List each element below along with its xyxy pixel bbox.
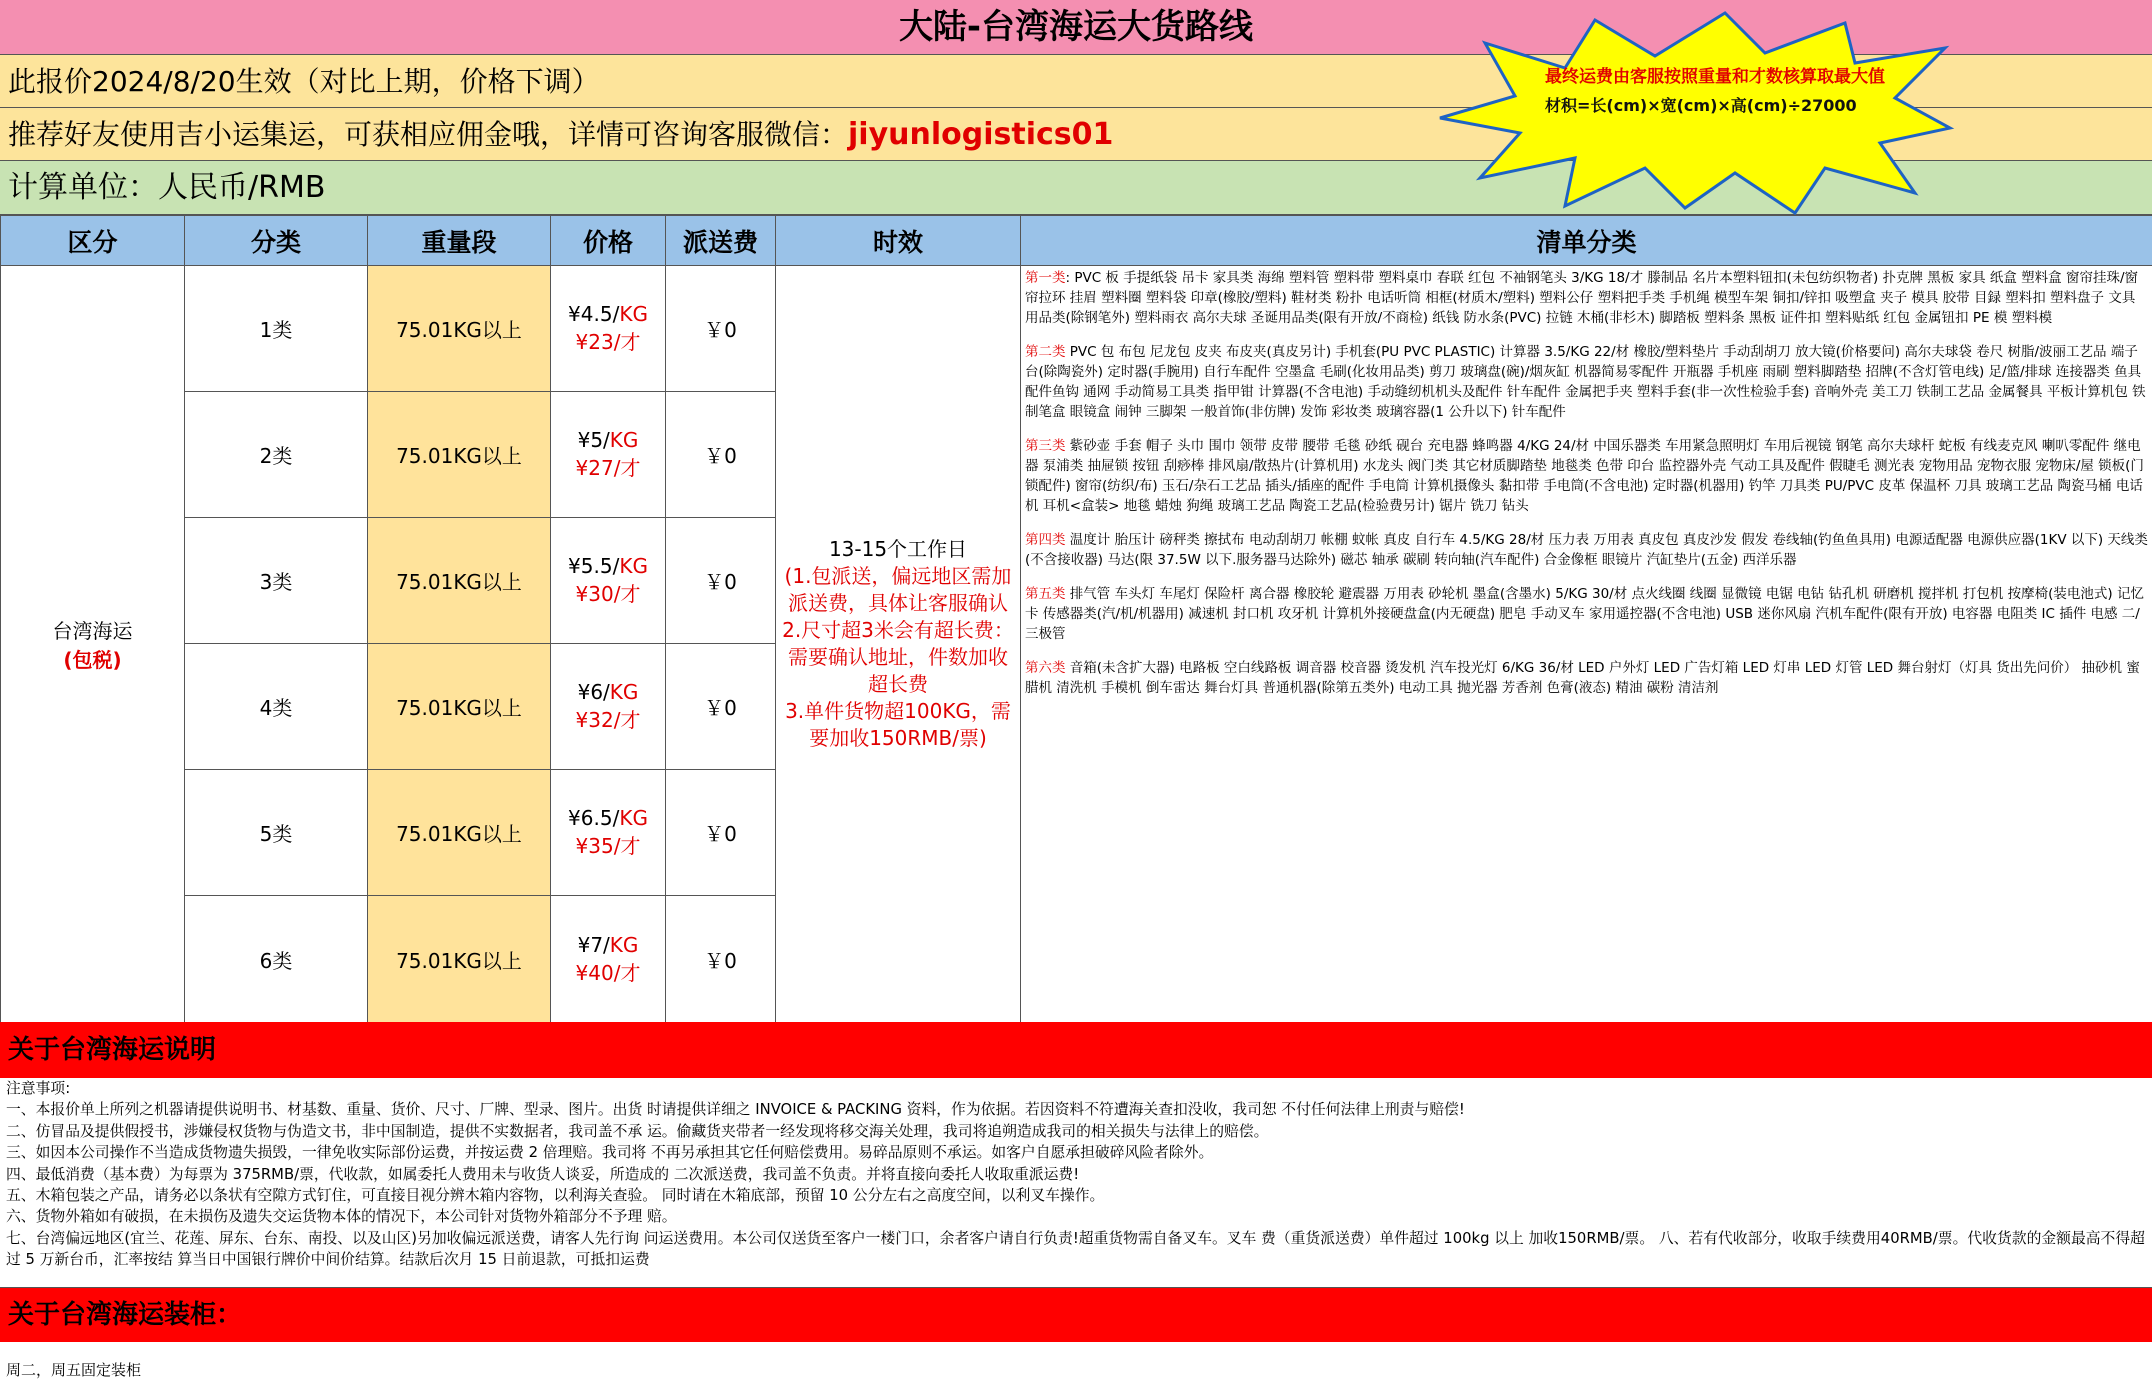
weight-cell: 75.01KG以上 <box>368 266 551 392</box>
price-cell <box>551 896 666 1023</box>
list-category-text: : PVC 板 手提纸袋 吊卡 家具类 海绵 塑料管 塑料带 塑料桌巾 春联 红包 不袖钢笔头 3/KG 18/才 滕制品 名片本塑料钮扣(未包纺织物者) 扑克牌 黑板 家具 纸盒 塑料盒 窗帘挂珠/窗帘拉环 挂眉 塑料圈 塑料袋 印章(橡胶/塑料) 鞋材类 粉扑 电话听筒 相框(材质木/塑料) 塑料公仔 塑料把手类 手机绳 模型车架 铜扣/锌扣 吸塑盒 夹子 模具 胶带 目録 塑料扣 塑料盘子 文具用品类(除钢笔外) 塑料雨衣 高尔夫球 圣诞用品类(限有开放/不商检) 纸钱 防水条(PVC) 拉链 木桶(非杉木) 脚踏板 塑料条 黑板 证件扣 塑料贴纸 红包 金属钮扣 PE 模 塑料模 <box>1025 270 2139 326</box>
price-per-cai: ¥30/才 <box>575 582 641 606</box>
list-category-text: 排气管 车头灯 车尾灯 保险杆 离合器 橡胶轮 避震器 万用表 砂轮机 墨盒(含墨水) 5/KG 30/材 点火线圈 线圈 显微镜 电锯 电钻 钻孔机 研磨机 搅拌机 打包机 按摩椅(装电池式) 记忆卡 传感器类(汽/机/机器用) 减速机 封口机 攻牙机 计算机外接硬盘盒(内无硬盘) 肥皂 手动叉车 家用遥控器(不含电池) USB 迷你风扇 汽机车配件(限有开放) 电容器 电阻类 IC 插件 电感 二/三极管 <box>1025 586 2144 642</box>
list-category-text: 音箱(未含扩大器) 电路板 空白线路板 调音器 校音器 烫发机 汽车投光灯 6/KG 36/材 LED 户外灯 LED 广告灯箱 LED 灯串 LED 灯管 LED 舞台射灯（灯具 货出先问价） 抽砂机 蜜腊机 清洗机 手模机 倒车雷达 舞台灯具 普通机器(除第五类外) 电动工具 抛光器 芳香剂 色膏(液态) 精油 碳粉 清洁剂 <box>1025 660 2140 696</box>
delivery-cell: ￥0 <box>666 770 776 896</box>
delivery-cell: ￥0 <box>666 266 776 392</box>
region-cell <box>1 266 185 1023</box>
notes-line: 四、最低消费（基本费）为每票为 375RMB/票，代收款，如属委托人费用未与收货人谈妥，所造成的 二次派送费，我司盖不负责。并将直接向委托人收取重派运费! <box>6 1165 1080 1183</box>
price-per-kg: ¥6.5/ <box>568 806 620 830</box>
burst-line-1: 最终运费由客服按照重量和才数核算取最大值 <box>1545 67 1885 87</box>
effective-date-notice: 此报价2024/8/20生效（对比上期，价格下调） <box>0 55 2152 108</box>
list-item <box>1025 530 2148 570</box>
list-category-text: 紫砂壶 手套 帽子 头巾 围巾 领带 皮带 腰带 毛毯 砂纸 砚台 充电器 蜂鸣器 4/KG 24/材 中国乐器类 车用紧急照明灯 车用后视镜 钢笔 高尔夫球杆 蛇板 有线麦克风 喇叭零配件 继电器 泵浦类 抽屉锁 按钮 刮痧棒 排风扇/散热片(计算机用) 水龙头 阀门类 其它材质脚踏垫 地毯类 色带 印台 监控器外壳 气动工具及配件 假睫毛 测光表 宠物用品 宠物衣服 宠物床/屋 锁板(门锁配件) 窗帘(纺织/布) 玉石/杂石工艺品 插头/插座的配件 手电筒 计算机摄像头 黏扣带 手电筒(不含电池) 定时器(机器用) 钓竿 刀具类 PU/PVC 皮革 保温杯 刀具 玻璃工艺品 陶瓷马桶 电话机 耳机<盒装> 地毯 蜡烛 狗绳 玻璃工艺品 陶瓷工艺品(检验费另计) 锯片 铣刀 钻头 <box>1025 438 2144 514</box>
price-kg-unit: KG <box>619 806 648 830</box>
burst-line-2: 材积=长(cm)×宽(cm)×高(cm)÷27000 <box>1545 96 1857 115</box>
header-weight: 重量段 <box>368 216 551 266</box>
list-item <box>1025 436 2148 516</box>
price-kg-unit: KG <box>619 554 648 578</box>
list-item <box>1025 342 2148 422</box>
timing-note-1: (1.包派送，偏远地区需加派送费，具体让客服确认 <box>784 564 1012 615</box>
list-category-label: 第四类 <box>1025 532 1066 548</box>
product-list-cell <box>1021 266 2152 1023</box>
page-title: 大陆-台湾海运大货路线 <box>0 0 2152 55</box>
weight-cell: 75.01KG以上 <box>368 518 551 644</box>
timing-days: 13-15个工作日 <box>828 537 968 561</box>
notes-line: 七、台湾偏远地区(宜兰、花莲、屏东、台东、南投、以及山区)另加收偏远派送费，请客人先行询 问运送费用。本公司仅送货至客户一楼门口，余者客户请自行负责!超重货物需自备叉车。叉车 费（重货派送费）单件超过 100kg 以上 加收150RMB/票。 八、若有代收部分，收取手续费用40RMB/票。代收货款的金额最高不得超过 5 万新台币，汇率按结 算当日中国银行牌价中间价结算。结款后次月 15 日前退款，可抵扣运费 <box>6 1229 2145 1269</box>
category-cell: 1类 <box>185 266 368 392</box>
price-per-kg: ¥4.5/ <box>568 302 620 326</box>
header-category: 分类 <box>185 216 368 266</box>
category-cell: 2类 <box>185 392 368 518</box>
price-per-kg: ¥7/ <box>577 932 610 957</box>
price-per-cai: ¥27/才 <box>575 456 641 480</box>
delivery-cell: ￥0 <box>666 644 776 770</box>
price-cell <box>551 266 666 392</box>
price-per-cai: ¥23/才 <box>575 330 641 354</box>
region-name: 台湾海运 <box>52 619 133 643</box>
category-cell: 6类 <box>185 896 368 1023</box>
list-category-label: 第二类 <box>1025 344 1066 360</box>
notes-line: 二、仿冒品及提供假授书，涉嫌侵权货物与伪造文书，非中国制造，提供不实数据者，我司盖不承 运。偷藏货夹带者一经发现将移交海关处理，我司将追朔造成我司的相关损失与法律上的赔偿。 <box>6 1122 1269 1140</box>
currency-unit: 计算单位：人民币/RMB <box>0 161 2152 215</box>
list-category-text: 温度计 胎压计 磅秤类 擦拭布 电动刮胡刀 帐棚 蚊帐 真皮 自行车 4.5/KG 28/材 压力表 万用表 真皮包 真皮沙发 假发 卷线轴(钓鱼鱼具用) 电源适配器 电源供应器(1KV 以下) 天线类(不含接收器) 马达(限 37.5W 以下.服务器马达除外) 磁芯 轴承 碳刷 转向轴(汽车配件) 合金像框 眼镜片 汽缸垫片(五金) 西洋乐器 <box>1025 532 2148 568</box>
price-per-cai: ¥40/才 <box>575 960 641 985</box>
table-header-row <box>1 216 2152 266</box>
category-cell: 5类 <box>185 770 368 896</box>
list-category-label: 第六类 <box>1025 660 1066 676</box>
region-tax: (包税) <box>63 648 122 672</box>
list-item <box>1025 658 2148 698</box>
price-per-kg: ¥5/ <box>577 428 610 452</box>
list-item <box>1025 268 2148 328</box>
section-heading-loading: 关于台湾海运装柜： <box>0 1288 2152 1342</box>
section-heading-notes: 关于台湾海运说明 <box>0 1022 2152 1078</box>
header-timing: 时效 <box>776 216 1021 266</box>
header-delivery-fee: 派送费 <box>666 216 776 266</box>
list-category-text: PVC 包 布包 尼龙包 皮夹 布皮夹(真皮另计) 手机套(PU PVC PLASTIC) 计算器 3.5/KG 22/材 橡胶/塑料垫片 手动刮胡刀 放大镜(价格要问) 高尔夫球袋 卷尺 树脂/波丽工艺品 端子台(除陶瓷外) 定时器(手腕用) 自行车配件 空墨盒 毛刷(化妆用品类) 剪刀 玻璃盘(碗)/烟灰缸 机器简易零配件 开瓶器 手机座 雨刷 塑料脚踏垫 招牌(不含灯管电线) 足/篮/排球 连接器类 鱼具配件鱼钩 通网 手动简易工具类 指甲钳 计算器(不含电池) 手动缝纫机机头及配件 针车配件 金属把手夹 塑料手套(非一次性检验手套) 音响外壳 美工刀 铁制工艺品 金属餐具 平板计算机包 铁制笔盒 眼镜盒 闹钟 三脚架 一般首饰(非仿牌) 发饰 彩妆类 玻璃容器(1 公升以下) 针车配件 <box>1025 344 2146 420</box>
notes-block <box>0 1078 2152 1288</box>
price-per-cai: ¥35/才 <box>575 834 641 858</box>
list-category-label: 第三类 <box>1025 438 1066 454</box>
notes-line: 一、本报价单上所列之机器请提供说明书、材基数、重量、货价、尺寸、厂牌、型录、图片。出货 时请提供详细之 INVOICE & PACKING 资料，作为依据。若因资料不符遭海关查扣没收，我司恕 不付任何法律上刑责与赔偿! <box>6 1101 1465 1119</box>
table-row <box>1 266 2152 392</box>
timing-cell <box>776 266 1021 1023</box>
list-item <box>1025 584 2148 644</box>
list-category-label: 第五类 <box>1025 586 1066 602</box>
price-cell <box>551 644 666 770</box>
price-cell <box>551 518 666 644</box>
price-kg-unit: KG <box>619 302 648 326</box>
list-category-label: 第一类 <box>1025 270 1066 286</box>
price-per-kg: ¥6/ <box>577 680 610 704</box>
weight-cell: 75.01KG以上 <box>368 644 551 770</box>
price-kg-unit: KG <box>609 680 639 704</box>
starburst-text <box>1545 62 1955 116</box>
notes-line: 三、如因本公司操作不当造成货物遗失损毁，一律免收实际部份运费，并按运费 2 倍理赔。我司将 不再另承担其它任何赔偿费用。易碎品原则不承运。如客户自愿承担破碎风险者除外。 <box>6 1144 1214 1162</box>
price-cell <box>551 770 666 896</box>
wechat-id: jiyunlogistics01 <box>848 117 1114 152</box>
price-kg-unit: KG <box>609 428 639 452</box>
delivery-cell: ￥0 <box>666 518 776 644</box>
timing-note-2: 2.尺寸超3米会有超长费：需要确认地址，件数加收超长费 <box>782 618 1014 696</box>
header-region: 区分 <box>1 216 185 266</box>
price-per-kg: ¥5.5/ <box>568 554 620 578</box>
weight-cell: 75.01KG以上 <box>368 392 551 518</box>
notes-line: 六、货物外箱如有破损，在未损伤及遗失交运货物本体的情况下，本公司针对货物外箱部分不予理 赔。 <box>6 1208 677 1226</box>
category-cell: 3类 <box>185 518 368 644</box>
category-cell: 4类 <box>185 644 368 770</box>
price-cell <box>551 392 666 518</box>
header-price: 价格 <box>551 216 666 266</box>
loading-schedule: 周二，周五固定装柜 <box>6 1361 142 1379</box>
notes-line: 注意事项: <box>6 1080 71 1097</box>
notes-line: 五、木箱包装之产品，请务必以条状有空隙方式钉住，可直接目视分辨木箱内容物，以利海关查验。 同时请在木箱底部，预留 10 公分左右之高度空间，以利叉车操作。 <box>6 1187 1105 1205</box>
price-per-cai: ¥32/才 <box>575 708 641 732</box>
weight-cell: 75.01KG以上 <box>368 770 551 896</box>
delivery-cell: ￥0 <box>666 896 776 1023</box>
price-table <box>0 215 2152 1023</box>
header-list: 清单分类 <box>1021 216 2152 266</box>
weight-cell: 75.01KG以上 <box>368 896 551 1023</box>
delivery-cell: ￥0 <box>666 392 776 518</box>
price-kg-unit: KG <box>609 932 639 957</box>
referral-text: 推荐好友使用吉小运集运，可获相应佣金哦，详情可咨询客服微信： <box>8 118 849 151</box>
timing-note-3: 3.单件货物超100KG，需要加收150RMB/票) <box>785 699 1011 750</box>
